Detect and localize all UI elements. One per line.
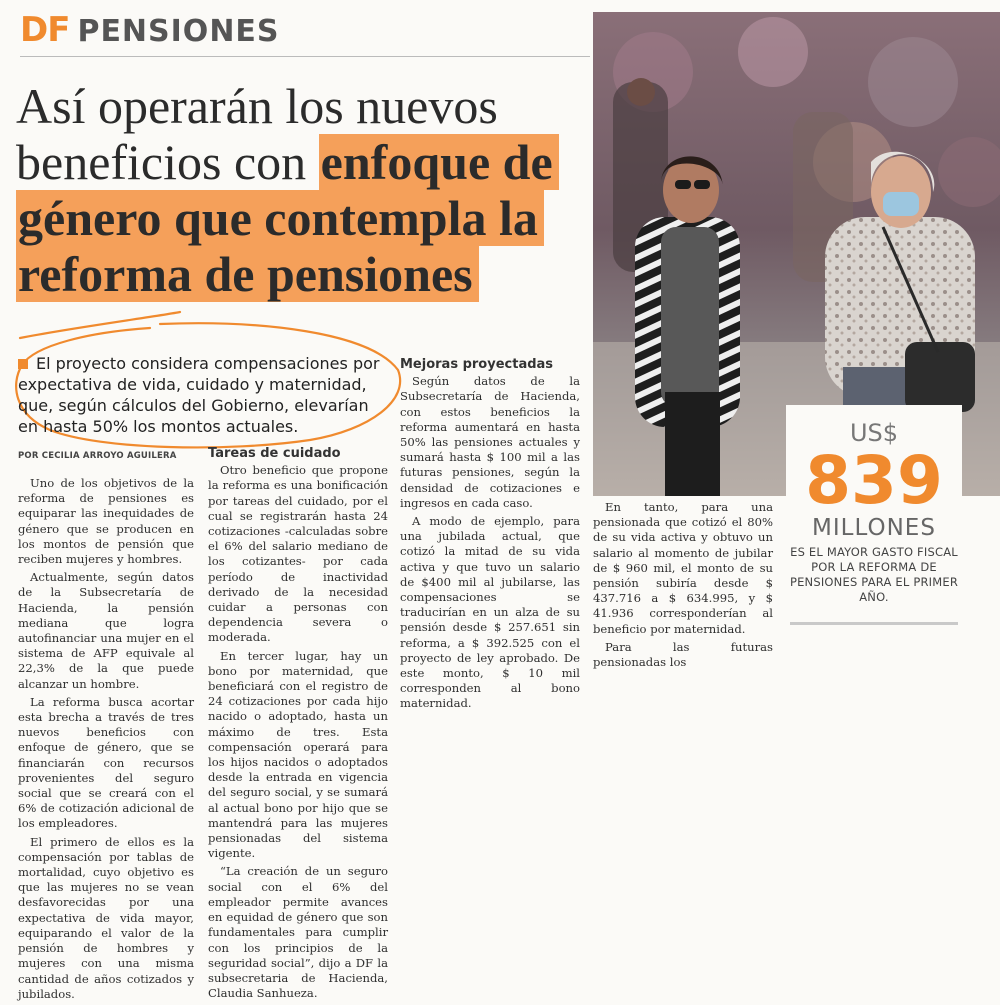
stat-callout xyxy=(786,405,962,611)
callout-description: ES EL MAYOR GASTO FISCAL POR LA REFORMA DE PENSIONES PARA EL PRIMER AÑO. xyxy=(789,545,959,604)
paragraph: En tercer lugar, hay un bono por maternidad, que beneficiará con el registro de 24 cotizaciones por cada hijo nacido o adoptado, hasta un máximo de tres. Esta compensación operará para los hijos nacidos o adoptados desde la entrada en vigencia del seguro social, y se sumará al actual bono por hijo que se mantendrá para las mujeres pensionadas del sistema vigente. xyxy=(208,648,388,861)
paragraph: En tanto, para una pensionada que cotizó el 80% de su vida activa y obtuvo un salario al momento de jubilar de $ 960 mil, el monto de su pensión subiría desde $ 437.716 a $ 634.995, y $ 41.936 corresponderían al beneficio por maternidad. xyxy=(593,500,773,636)
headline-line-2-highlight: enfoque de xyxy=(319,134,559,190)
article-column-3 xyxy=(400,357,580,715)
headline-line-4-highlight: reforma de pensiones xyxy=(16,246,479,302)
paragraph: Otro beneficio que propone la reforma es una bonificación por tareas del cuidado, por el cual se registrarán hasta 24 cotizaciones -calculadas sobre el 6% del salario mediano de los cotizantes- por cada período de inactividad derivado de la necesidad cuidar a personas con dependencia severa o moderada. xyxy=(208,463,388,645)
section-name: PENSIONES xyxy=(77,14,280,49)
article-column-2 xyxy=(208,446,388,1004)
callout-divider xyxy=(790,622,958,625)
lead-paragraph xyxy=(18,353,383,437)
headline-line-4 xyxy=(16,246,616,302)
headline-line-2 xyxy=(16,134,616,190)
header-divider xyxy=(20,56,590,57)
section-header xyxy=(20,10,280,50)
article-column-1 xyxy=(18,476,194,1005)
subheading-mejoras: Mejoras proyectadas xyxy=(400,357,554,372)
paragraph: “La creación de un seguro social con el 6% del empleador permite avances en equidad de género que son fundamentales para cumplir con los principios de la seguridad social”, dijo a DF la subsecretaria de Hacienda, Claudia Sanhueza. xyxy=(208,864,388,1001)
paragraph: La reforma busca acortar esta brecha a través de tres nuevos beneficios con enfoque de género, que se financiarán con recursos provenientes del seguro social que se creará con el 6% de cotización adicional de los empleadores. xyxy=(18,694,194,831)
brand-logo: DF xyxy=(20,10,70,50)
byline: POR CECILIA ARROYO AGUILERA xyxy=(18,451,177,461)
paragraph: El primero de ellos es la compensación por tablas de mortalidad, cuyo objetivo es que las mujeres no se vean desfavorecidas por una expectativa de vida mayor, equiparando el valor de la pensión de hombres y mujeres con una misma cantidad de años cotizados y jubilados. xyxy=(18,834,194,1001)
callout-unit: MILLONES xyxy=(812,515,936,541)
bullet-square-icon xyxy=(18,359,28,369)
headline-line-1: Así operarán los nuevos xyxy=(16,78,498,134)
headline-line-3 xyxy=(16,190,616,246)
subheading-tareas: Tareas de cuidado xyxy=(208,446,341,461)
paragraph: Para las futuras pensionadas los xyxy=(593,639,773,670)
lead-text: El proyecto considera compensaciones por expectativa de vida, cuidado y maternidad, que, según cálculos del Gobierno, elevarían en hasta 50% los montos actuales. xyxy=(18,354,380,436)
paragraph: Uno de los objetivos de la reforma de pensiones es equiparar las inequidades de género que se producen en los montos de pensión que reciben mujeres y hombres. xyxy=(18,476,194,567)
headline-line-3-highlight: género que contempla la xyxy=(16,190,544,246)
article-column-4 xyxy=(593,500,773,673)
callout-number: 839 xyxy=(805,442,943,519)
paragraph: Según datos de la Subsecretaría de Hacienda, con estos beneficios la reforma aumentará en hasta 50% las pensiones actuales y sumará hasta $ 100 mil a las futuras pensiones, según la densidad de cotizaciones e ingresos en cada caso. xyxy=(400,374,580,510)
callout-currency: US$ xyxy=(849,419,899,447)
headline-line-2-plain: beneficios con xyxy=(16,134,319,190)
paragraph: Actualmente, según datos de la Subsecretaría de Hacienda, la pensión mediana que logra autofinanciar una mujer en el sistema de AFP equivale al 22,3% de la que puede alcanzar un hombre. xyxy=(18,570,194,691)
headline xyxy=(16,78,616,302)
paragraph: A modo de ejemplo, para una jubilada actual, que cotizó la mitad de su vida activa y que tuvo un salario de $400 mil al jubilarse, las compensaciones se traducirían en un alza de su pensión desde $ 257.651 sin reforma, a $ 392.525 con el proyecto de ley aprobado. De este monto, $ 10 mil corresponden al bono maternidad. xyxy=(400,514,580,711)
